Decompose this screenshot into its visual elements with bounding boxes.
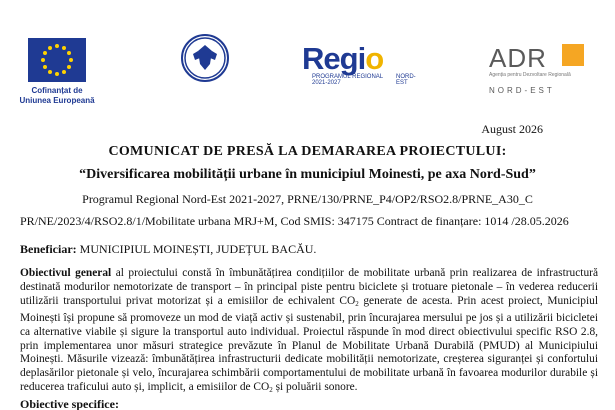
release-date: August 2026: [481, 122, 543, 136]
general-objective-paragraph: [20, 267, 598, 398]
regio-logo: [302, 42, 383, 76]
coat-of-arms-icon: [183, 36, 227, 80]
reference-line: PR/NE/2023/4/RSO2.8/1/Mobilitate urbana MRJ+M, Cod SMIS: 347175 Contract de finanțare: 1014 /28.05.2026: [20, 214, 569, 228]
beneficiary-label: Beneficiar:: [20, 242, 77, 256]
adr-logo: ADR: [489, 43, 547, 73]
beneficiary: [20, 242, 316, 257]
program-line: Programul Regional Nord-Est 2021-2027, PRNE/130/PRNE_P4/OP2/RSO2.8/PRNE_A30_C: [82, 192, 533, 206]
general-objective-text-2: generate de acesta. Prin acest proiect, Municipiul Moinești își propune să promoveze un mod de viață activ și sustenabil, prin încurajarea mersului pe jos și a utilizării bicicletei ca alternative viabile și sigure la transportul auto individual. Proiectul răspunde în mod direct obiectivului specific RSO 2.8, prin implementarea unor măsuri strategice prevăzute în Planul de Mobilitate Urbană Durabilă (PMUD) al Municipiului Moinești. Măsurile vizează: îmbunătățirea infrastructurii dedicate mobilității nemotorizate, creșterea siguranței și confortului deplasărilor pietonale și velo, încurajarea schimbării comportamentului de mobilitate urbană în favoarea modurilor durabile și reducerea traficului auto și, implicit, a emisiilor de CO: [20, 294, 598, 394]
general-objective-text-1: al proiectului constă în îmbunătățirea condițiilor de mobilitate urbană prin realizarea de infrastructură destinată modurilor nemotorizate de transport – în principal piste pentru biciclete și trotuare pietonale – în vederea reducerii utilizării transportului privat motorizat și a emisiilor de echivalent CO: [20, 267, 598, 307]
general-objective-label: Obiectivul general: [20, 267, 112, 279]
specific-objectives-heading: Obiective specifice:: [20, 397, 119, 410]
co2-subscript-2: 2: [269, 386, 273, 395]
regio-logo-text: Regi: [302, 41, 366, 76]
logo-bar: [0, 0, 615, 112]
regio-subtitle: [312, 74, 422, 86]
eu-caption: [6, 86, 108, 106]
regio-subtitle-left: PROGRAMUL REGIONAL 2021-2027: [312, 74, 383, 86]
co2-subscript-1: 2: [355, 299, 359, 308]
beneficiary-value: MUNICIPIUL MOINEȘTI, JUDEȚUL BACĂU.: [76, 242, 317, 256]
project-title: “Diversificarea mobilității urbane în municipiul Moinesti, pe axa Nord-Sud”: [79, 167, 536, 182]
adr-region: NORD-EST: [489, 86, 555, 95]
press-release-title: COMUNICAT DE PRESĂ LA DEMARAREA PROIECTULUI:: [108, 144, 507, 159]
government-seal-logo: [181, 34, 229, 82]
adr-accent-square: [562, 44, 584, 66]
general-objective-text-3: și poluării sonore.: [272, 381, 358, 394]
regio-subtitle-right: NORD-EST: [396, 74, 416, 86]
eu-flag-logo: [28, 38, 86, 82]
regio-logo-o: o: [365, 41, 384, 76]
adr-subtitle: Agenția pentru Dezvoltare Regională: [489, 72, 571, 78]
eu-caption-line2: Uniunea Europeană: [19, 96, 95, 105]
eu-caption-line1: Cofinanțat de: [31, 86, 83, 95]
eu-stars-icon: [28, 38, 86, 82]
